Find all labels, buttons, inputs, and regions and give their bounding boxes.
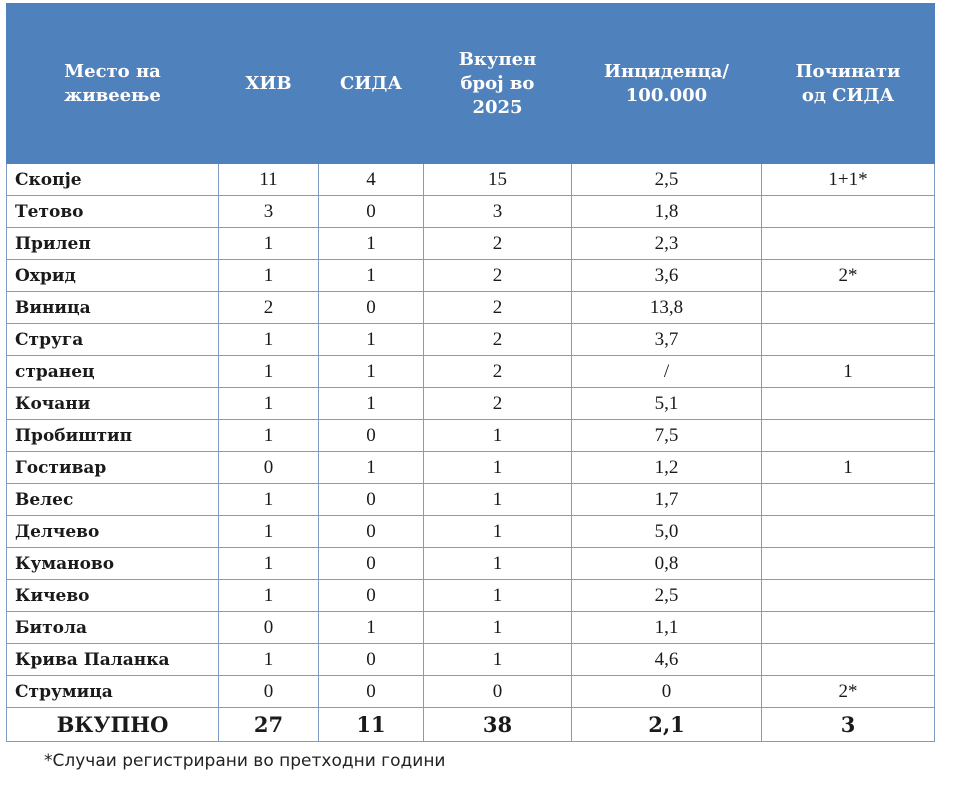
cell-hiv: 1 [219, 356, 319, 388]
cell-aids: 0 [319, 580, 424, 612]
cell-total: 1 [424, 580, 572, 612]
cell-hiv: 0 [219, 676, 319, 708]
cell-deaths [762, 644, 935, 676]
cell-incidence: 7,5 [572, 420, 762, 452]
total-cell-place: ВКУПНО [7, 708, 219, 742]
cell-aids: 0 [319, 484, 424, 516]
cell-place: Охрид [7, 260, 219, 292]
cell-total: 3 [424, 196, 572, 228]
table-row [7, 196, 935, 228]
cell-hiv: 1 [219, 420, 319, 452]
cell-incidence: 3,7 [572, 324, 762, 356]
cell-total: 2 [424, 388, 572, 420]
cell-hiv: 1 [219, 580, 319, 612]
table-row [7, 228, 935, 260]
cell-deaths [762, 196, 935, 228]
cell-hiv: 2 [219, 292, 319, 324]
cell-aids: 0 [319, 644, 424, 676]
cell-hiv: 3 [219, 196, 319, 228]
cell-aids: 0 [319, 516, 424, 548]
cell-deaths [762, 324, 935, 356]
total-cell-total: 38 [424, 708, 572, 742]
cell-deaths [762, 228, 935, 260]
cell-aids: 1 [319, 356, 424, 388]
cell-total: 2 [424, 228, 572, 260]
cell-total: 2 [424, 324, 572, 356]
cell-aids: 4 [319, 164, 424, 196]
header-row [7, 4, 935, 164]
cell-deaths [762, 292, 935, 324]
cell-place: Скопје [7, 164, 219, 196]
table-row [7, 452, 935, 484]
cell-aids: 0 [319, 420, 424, 452]
cell-total: 1 [424, 484, 572, 516]
table-row [7, 644, 935, 676]
cell-total: 1 [424, 420, 572, 452]
total-cell-hiv: 27 [219, 708, 319, 742]
cell-deaths [762, 484, 935, 516]
cell-aids: 0 [319, 548, 424, 580]
cell-incidence: 1,8 [572, 196, 762, 228]
cell-deaths [762, 516, 935, 548]
cell-place: Крива Паланка [7, 644, 219, 676]
cell-total: 1 [424, 452, 572, 484]
cell-incidence: 2,5 [572, 164, 762, 196]
table-row [7, 484, 935, 516]
cell-aids: 1 [319, 452, 424, 484]
header-incidence: Инциденца/ 100.000 [572, 4, 762, 164]
cell-incidence: 1,7 [572, 484, 762, 516]
cell-deaths: 1 [762, 452, 935, 484]
header-total-2025: Вкупен број во 2025 [424, 4, 572, 164]
hiv-aids-table-container [6, 3, 934, 742]
total-cell-deaths: 3 [762, 708, 935, 742]
cell-total: 2 [424, 356, 572, 388]
cell-deaths [762, 548, 935, 580]
cell-place: Прилеп [7, 228, 219, 260]
cell-incidence: 5,0 [572, 516, 762, 548]
cell-incidence: 4,6 [572, 644, 762, 676]
cell-place: Струга [7, 324, 219, 356]
header-deaths: Починати од СИДА [762, 4, 935, 164]
cell-hiv: 0 [219, 612, 319, 644]
cell-aids: 0 [319, 292, 424, 324]
table-row [7, 580, 935, 612]
cell-aids: 1 [319, 388, 424, 420]
cell-aids: 1 [319, 260, 424, 292]
cell-incidence: 5,1 [572, 388, 762, 420]
hiv-aids-by-residence-table [6, 3, 935, 742]
table-row [7, 420, 935, 452]
cell-total: 2 [424, 260, 572, 292]
table-row [7, 324, 935, 356]
cell-incidence: 0 [572, 676, 762, 708]
cell-total: 0 [424, 676, 572, 708]
cell-total: 1 [424, 548, 572, 580]
cell-incidence: 2,3 [572, 228, 762, 260]
table-row [7, 292, 935, 324]
cell-aids: 0 [319, 196, 424, 228]
cell-deaths: 2* [762, 260, 935, 292]
cell-deaths: 1 [762, 356, 935, 388]
cell-aids: 0 [319, 676, 424, 708]
cell-deaths: 1+1* [762, 164, 935, 196]
cell-incidence: / [572, 356, 762, 388]
cell-incidence: 1,2 [572, 452, 762, 484]
cell-hiv: 1 [219, 228, 319, 260]
cell-total: 15 [424, 164, 572, 196]
table-row [7, 260, 935, 292]
table-row [7, 516, 935, 548]
cell-incidence: 1,1 [572, 612, 762, 644]
cell-place: Кочани [7, 388, 219, 420]
cell-aids: 1 [319, 228, 424, 260]
cell-hiv: 1 [219, 548, 319, 580]
cell-hiv: 0 [219, 452, 319, 484]
cell-hiv: 1 [219, 516, 319, 548]
cell-hiv: 1 [219, 388, 319, 420]
cell-deaths [762, 388, 935, 420]
table-row [7, 676, 935, 708]
cell-place: Битола [7, 612, 219, 644]
cell-incidence: 3,6 [572, 260, 762, 292]
cell-incidence: 2,5 [572, 580, 762, 612]
cell-place: Пробиштип [7, 420, 219, 452]
table-row [7, 356, 935, 388]
header-place: Место на живеење [7, 4, 219, 164]
cell-aids: 1 [319, 612, 424, 644]
cell-total: 1 [424, 644, 572, 676]
cell-hiv: 1 [219, 644, 319, 676]
table-row [7, 612, 935, 644]
cell-place: Гостивар [7, 452, 219, 484]
cell-deaths [762, 612, 935, 644]
cell-total: 1 [424, 612, 572, 644]
cell-hiv: 11 [219, 164, 319, 196]
table-row [7, 548, 935, 580]
cell-place: Велес [7, 484, 219, 516]
cell-hiv: 1 [219, 324, 319, 356]
cell-place: Тетово [7, 196, 219, 228]
cell-deaths: 2* [762, 676, 935, 708]
cell-aids: 1 [319, 324, 424, 356]
cell-deaths [762, 420, 935, 452]
cell-total: 1 [424, 516, 572, 548]
total-row [7, 708, 935, 742]
cell-place: Кичево [7, 580, 219, 612]
cell-place: странец [7, 356, 219, 388]
footnote: *Случаи регистрирани во претходни години [44, 751, 446, 771]
cell-place: Струмица [7, 676, 219, 708]
cell-incidence: 0,8 [572, 548, 762, 580]
cell-place: Куманово [7, 548, 219, 580]
table-row [7, 388, 935, 420]
cell-hiv: 1 [219, 260, 319, 292]
cell-place: Виница [7, 292, 219, 324]
cell-deaths [762, 580, 935, 612]
header-hiv: ХИВ [219, 4, 319, 164]
table-row [7, 164, 935, 196]
cell-hiv: 1 [219, 484, 319, 516]
cell-place: Делчево [7, 516, 219, 548]
cell-total: 2 [424, 292, 572, 324]
total-cell-incidence: 2,1 [572, 708, 762, 742]
cell-incidence: 13,8 [572, 292, 762, 324]
header-aids: СИДА [319, 4, 424, 164]
total-cell-aids: 11 [319, 708, 424, 742]
